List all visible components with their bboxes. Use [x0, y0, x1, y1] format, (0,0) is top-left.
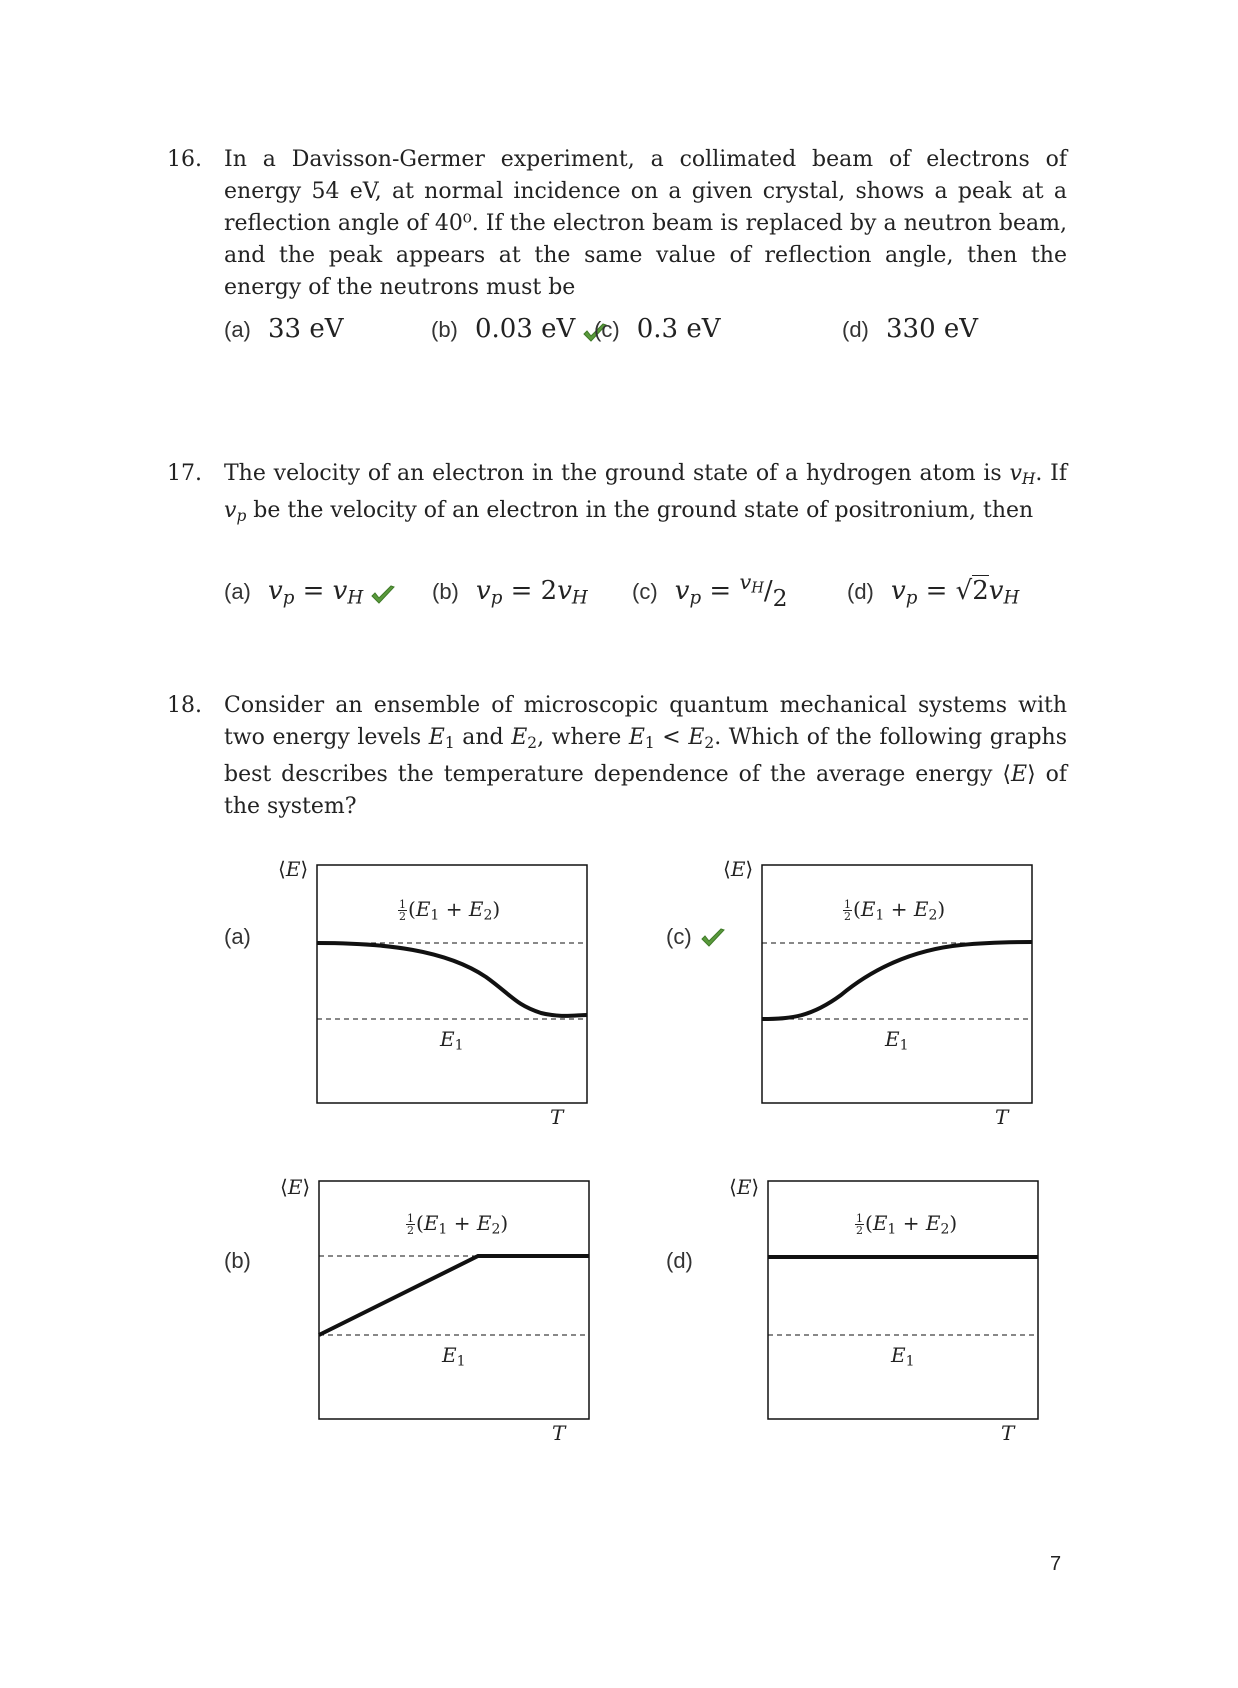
option-b[interactable]: [431, 314, 608, 344]
option-label: (c): [666, 924, 692, 949]
y-axis-label: ⟨E⟩: [729, 1175, 760, 1199]
option-d[interactable]: [847, 576, 1019, 609]
page-number: 7: [1050, 1553, 1062, 1575]
graph-option-label-b[interactable]: (b): [224, 1248, 251, 1273]
text-part: If: [1050, 461, 1067, 486]
option-a[interactable]: [224, 576, 396, 609]
graph-option-label-c[interactable]: [666, 924, 726, 950]
x-axis-label: T: [995, 1105, 1009, 1129]
text-part: Consider an ensemble of microscopic quantum mechanical systems with two energy levels: [224, 693, 1067, 750]
option-value: 33 eV: [267, 314, 344, 344]
question-number: 17.: [167, 461, 202, 486]
option-label: (a): [224, 317, 251, 342]
energy-curve: [317, 943, 587, 1016]
graph-d[interactable]: [729, 1175, 1039, 1445]
text-part: , where: [537, 725, 629, 750]
text-part: and: [454, 725, 512, 750]
option-label: (c): [632, 578, 658, 604]
option-label: (d): [842, 317, 869, 342]
option-label: (b): [431, 317, 458, 342]
question-16: [167, 144, 1067, 404]
x-axis-label: T: [550, 1105, 564, 1129]
lower-line-label: E1: [885, 1027, 909, 1054]
option-value: $v_p = ^{v_H}/2$: [674, 570, 788, 612]
question-number: 16.: [167, 147, 202, 172]
question-text: In a Davisson-Germer experiment, a collimated beam of electrons of energy 54 eV, at normal incidence on a given crystal, shows a peak at a reflection angle of 40⁰. If the electron beam is replaced by a neutron beam, and the peak appears at the same value of reflection angle, then the energy of the neutrons must be: [224, 147, 1067, 300]
option-value: $v_p = 2v_H$: [475, 576, 588, 609]
question-text: Consider an ensemble of microscopic quantum mechanical systems with two energy levels E1 and E2, where E1 < E2. Which of the following graphs best describes the temperature dependence of the average energy ⟨E⟩ of the system?: [224, 693, 1068, 819]
option-d[interactable]: [842, 314, 978, 344]
option-label: (c): [594, 317, 620, 342]
option-value: 0.3 eV: [636, 314, 721, 344]
upper-line-label: $\frac{1}{2}$ (E1 + E2): [844, 897, 946, 924]
y-axis-label: ⟨E⟩: [723, 857, 754, 881]
lower-line-label: E1: [440, 1027, 464, 1054]
option-value: 330 eV: [885, 314, 979, 344]
question-text: The velocity of an electron in the ground state of a hydrogen atom is $v_H$. If $v_p$ be the velocity of an electron in the ground state of positronium, then: [224, 461, 1067, 525]
graph-b[interactable]: [280, 1175, 590, 1445]
x-axis-label: T: [552, 1421, 566, 1445]
text-part: The velocity of an electron in the ground state of a hydrogen atom is: [224, 461, 1010, 486]
energy-curve: [319, 1256, 589, 1335]
graph-option-label-a[interactable]: (a): [224, 924, 251, 949]
option-c[interactable]: [632, 570, 788, 612]
option-value: $v_p = √2v_H$: [890, 576, 1020, 609]
y-axis-label: ⟨E⟩: [278, 857, 309, 881]
text-part: of the system?: [224, 761, 1067, 819]
question-18: [167, 690, 1067, 820]
option-b[interactable]: [432, 576, 588, 609]
lower-line-label: E1: [442, 1343, 466, 1370]
upper-line-label: $\frac{1}{2}$ (E1 + E2): [399, 897, 501, 924]
option-label: (a): [224, 579, 251, 604]
graph-c[interactable]: [723, 857, 1033, 1129]
x-axis-label: T: [1001, 1421, 1015, 1445]
option-c[interactable]: [594, 314, 721, 344]
question-number: 18.: [167, 693, 202, 718]
question-17: [167, 458, 1067, 638]
option-value: 0.03 eV: [474, 314, 576, 344]
option-label: (d): [847, 579, 874, 604]
energy-curve: [762, 942, 1032, 1019]
option-label: (b): [432, 579, 459, 604]
graph-a[interactable]: [278, 857, 588, 1129]
text-part: be the velocity of an electron in the ground state of positronium, then: [246, 497, 1034, 523]
option-a[interactable]: [224, 314, 344, 344]
upper-line-label: $\frac{1}{2}$ (E1 + E2): [856, 1211, 958, 1238]
y-axis-label: ⟨E⟩: [280, 1175, 311, 1199]
graph-option-label-d[interactable]: (d): [666, 1248, 693, 1273]
checkmark-icon: [700, 927, 726, 949]
text-part: . Which of the following graphs best describes the temperature dependence of the average energy: [224, 725, 1068, 787]
lower-line-label: E1: [891, 1343, 915, 1370]
checkmark-icon: [370, 584, 396, 606]
option-value: $v_p = v_H$: [267, 576, 364, 609]
upper-line-label: $\frac{1}{2}$ (E1 + E2): [407, 1211, 509, 1238]
